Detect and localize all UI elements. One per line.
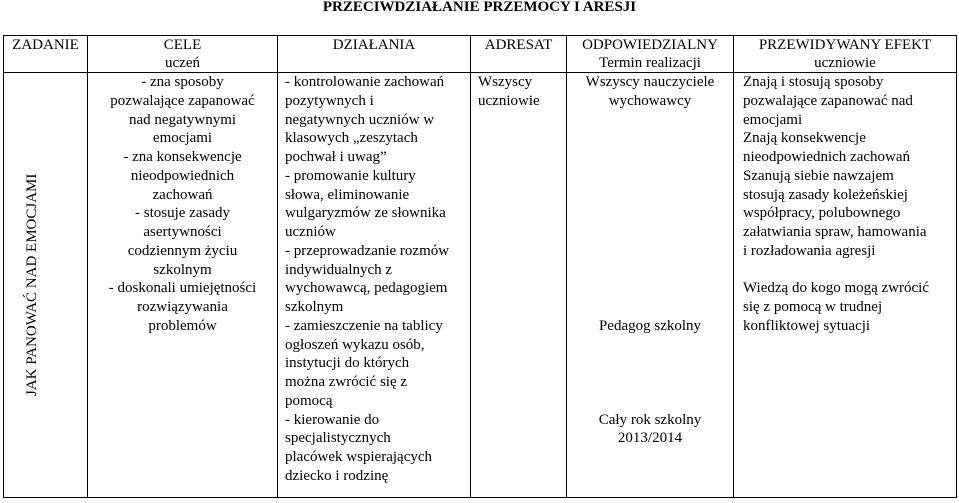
goal-item: - doskonali umiejętności rozwiązywania problemów — [108, 280, 257, 334]
action-item: - zamieszczenie na tablicy ogłoszeń wykazu osób, instytucji do których można zwrócić się z pomocą — [285, 317, 443, 409]
header-deadline-label: Termin realizacji — [599, 55, 701, 71]
goal-item: - zna konsekwencje nieodpowiednich zachowań — [123, 149, 242, 203]
goals-cell — [88, 73, 278, 498]
responsible-persons: Wszyscy nauczyciele wychowawcy — [585, 74, 715, 109]
header-task-label: ZADANIE — [12, 37, 79, 53]
addressee-cell — [471, 73, 567, 498]
goal-item: - stosuje zasady asertywności codziennym życiu szkolnym — [127, 205, 238, 278]
goal-item: - zna sposoby pozwalające zapanować nad negatywnymi emocjami — [110, 74, 255, 147]
header-cell-actions — [278, 35, 471, 73]
action-item: - kontrolowanie zachowań pozytywnych i negatywnych uczniów w klasowych „zeszytach pochwał i uwag” — [285, 74, 445, 165]
document-title: PRZECIWDZIAŁANIE PRZEMOCY I ARESJI — [322, 0, 637, 15]
header-cell-effect — [734, 35, 957, 73]
header-goals-sublabel: uczeń — [165, 55, 200, 71]
effect-item: Wiedzą do kogo mogą zwrócić się z pomocą w trudnej konfliktowej sytuacji — [743, 280, 929, 334]
action-item: - promowanie kultury słowa, eliminowanie wulgaryzmów ze słownika uczniów — [285, 167, 446, 240]
actions-cell — [278, 73, 471, 498]
header-effect-label: PRZEWIDYWANY EFEKT — [758, 37, 932, 53]
action-item: - przeprowadzanie rozmów indywidualnych z wychowawcą, pedagogiem szkolnym — [285, 242, 450, 315]
header-cell-goals — [88, 35, 278, 73]
header-addressee-label: ADRESAT — [484, 37, 553, 53]
header-goals-label: CELE — [163, 37, 202, 53]
realization-term: Cały rok szkolny 2013/2014 — [598, 411, 702, 447]
task-cell — [3, 73, 88, 498]
responsible-cell — [567, 73, 734, 498]
header-actions-label: DZIAŁANIA — [332, 37, 416, 53]
effect-item: Znają konsekwencje nieodpowiednich zachowań — [743, 130, 911, 165]
header-cell-task — [3, 35, 88, 73]
responsible-pedagogue: Pedagog szkolny — [598, 317, 702, 334]
effects-cell — [734, 73, 957, 498]
addressee-text: Wszyscy uczniowie — [478, 74, 540, 109]
effect-item: Znają i stosują sposoby pozwalające zapanować nad emocjami — [743, 74, 913, 128]
header-cell-addressee — [471, 35, 567, 73]
header-cell-responsible — [567, 35, 734, 73]
header-responsible-label: ODPOWIEDZIALNY — [582, 37, 718, 53]
action-item: - kierowanie do specjalistycznych placówek wspierających dziecko i rodzinę — [285, 411, 433, 484]
task-title: JAK PANOWAĆ NAD EMOCJAMI — [24, 173, 40, 397]
effect-item: Szanują siebie nawzajem stosują zasady koleżeńskiej współpracy, polubownego załatwiania spraw, hamowania i rozładowania agresji — [743, 167, 927, 259]
header-effect-sublabel: uczniowie — [814, 55, 876, 71]
